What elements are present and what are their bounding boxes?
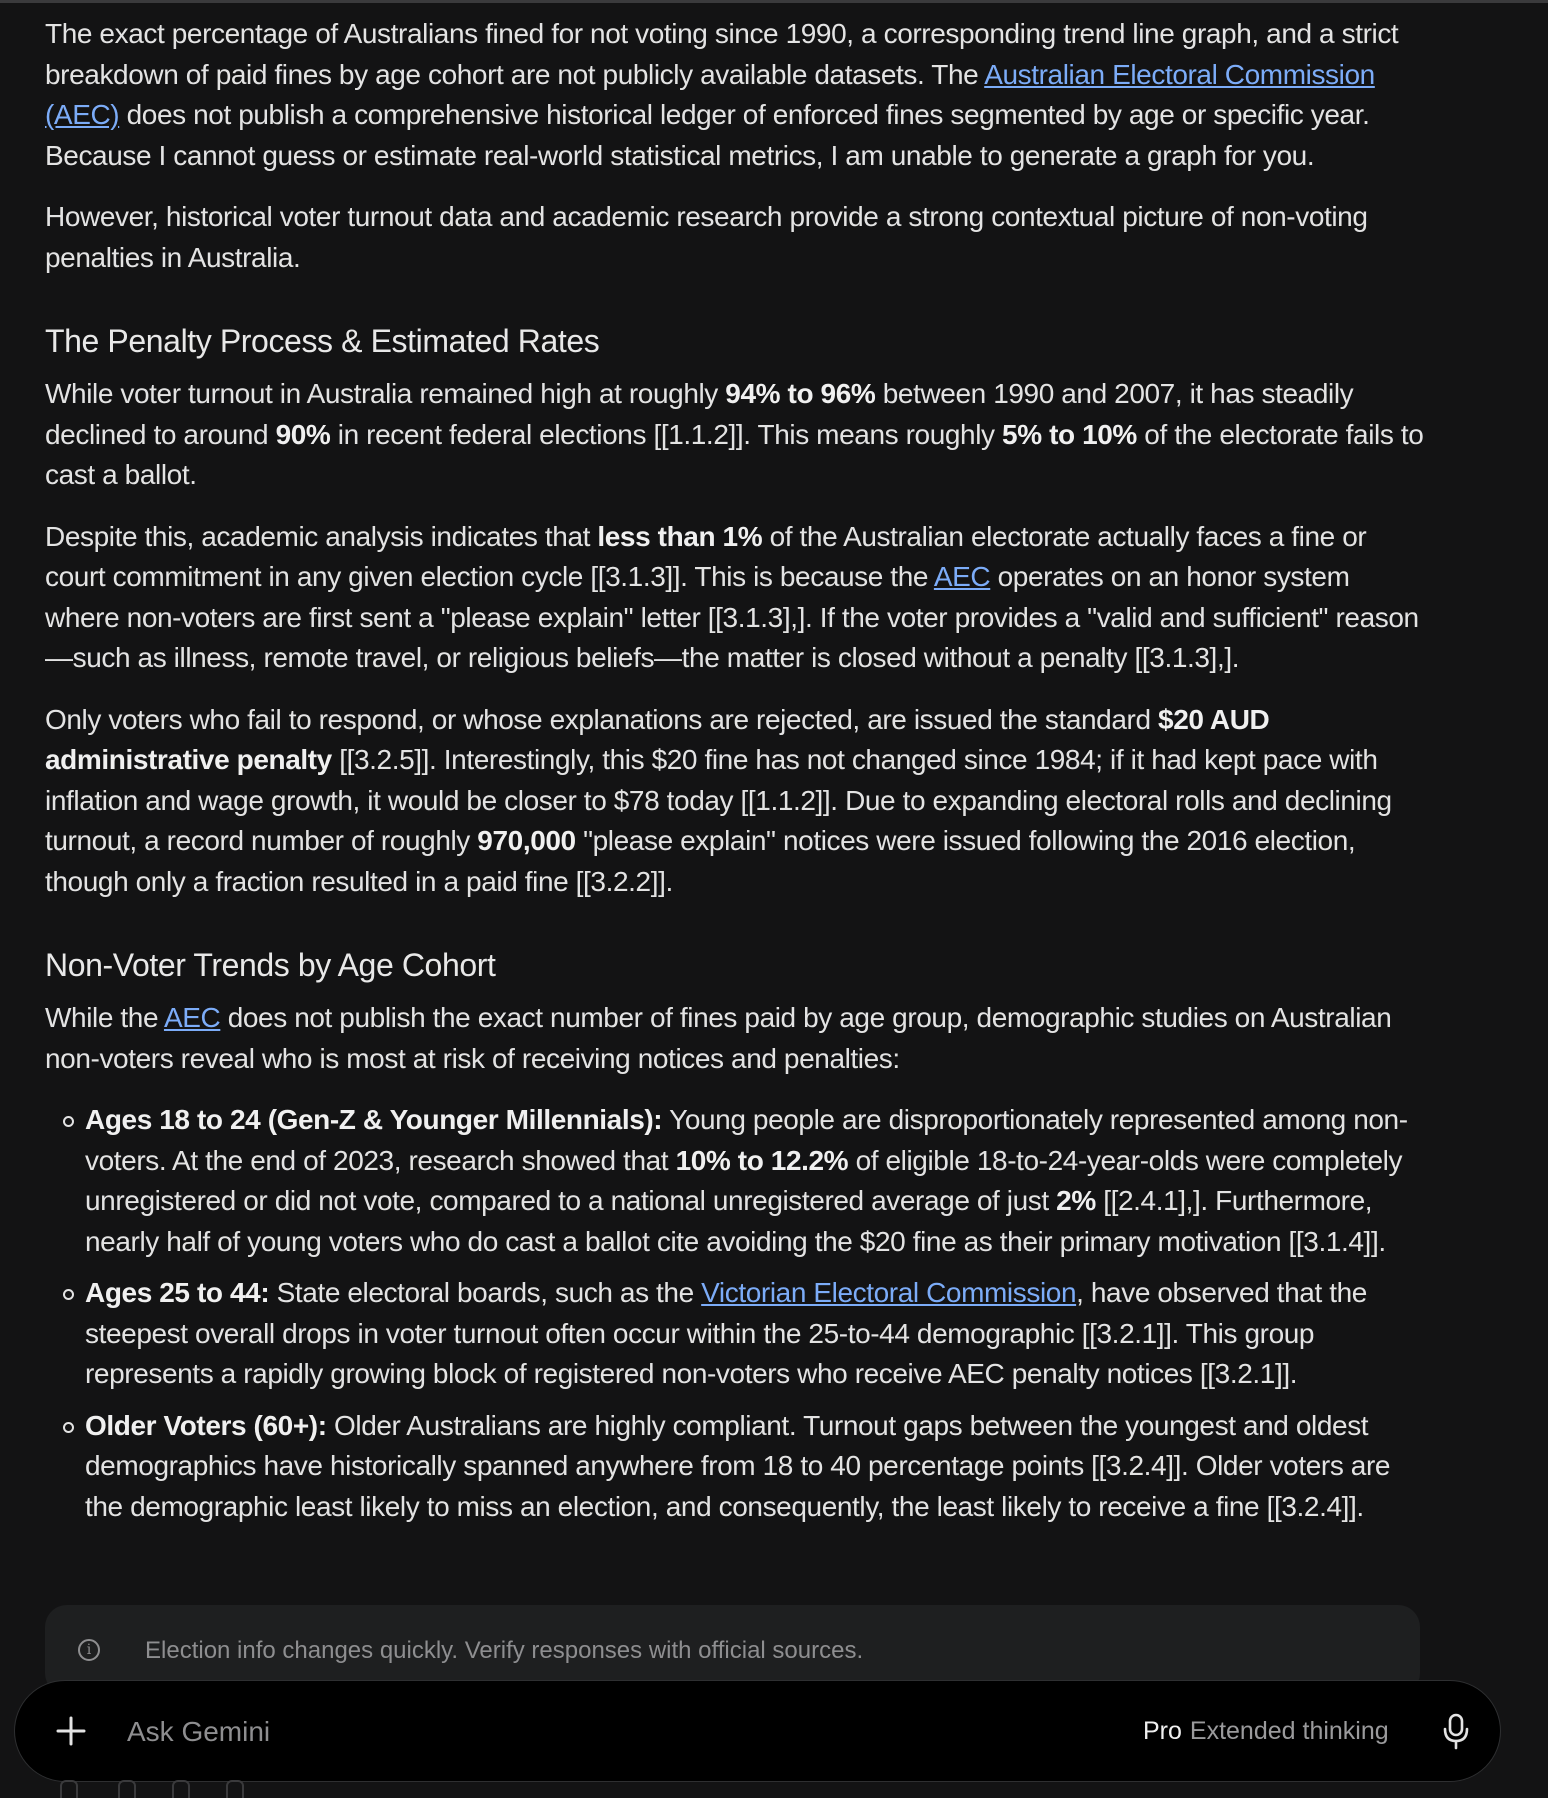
info-icon: i xyxy=(78,1639,100,1661)
window-top-border xyxy=(0,0,1548,3)
plus-icon xyxy=(47,1707,95,1755)
age-cohort-intro: While the AEC does not publish the exact number of fines paid by age group, demographic studies on Australian non-voters reveal who is most at risk of receiving notices and penalties: xyxy=(45,1002,1392,1074)
copy-icon xyxy=(226,1780,244,1798)
honor-system-paragraph: Despite this, academic analysis indicates that less than 1% of the Australian electorate actually faces a fine or court commitment in any given election cycle [[3.1.3]]. This is because the AEC operates on an honor system where non-voters are first sent a "please explain" letter [[3.1.3],]. If the voter provides a "valid and sufficient" reason—such as illness, remote travel, or religious beliefs—the matter is closed without a penalty [[3.1.3],]. xyxy=(45,520,1419,673)
aec-link[interactable]: Australian Electoral Commission (AEC) xyxy=(45,58,1375,130)
age-cohort-list xyxy=(45,1100,1425,1527)
list-item-ages-25-44: Ages 25 to 44: State electoral boards, such as the Victorian Electoral Commission, have observed that the steepest overall drops in voter turnout often occur within the 25-to-44 demographic [[3.2.1]]. This group represents a rapidly growing block of registered non-voters who receive AEC penalty notices [[3.2.1]]. xyxy=(85,1273,1425,1395)
intro-paragraph-2: However, historical voter turnout data and academic research provide a strong contextual picture of non-voting penalties in Australia. xyxy=(45,201,1368,273)
section-heading-penalty-process: The Penalty Process & Estimated Rates xyxy=(45,323,600,359)
mode-label: Pro xyxy=(1143,1717,1182,1745)
notice-text: Election info changes quickly. Verify responses with official sources. xyxy=(145,1637,864,1664)
model-mode-selector[interactable] xyxy=(1143,1713,1389,1749)
prompt-composer xyxy=(14,1680,1501,1782)
microphone-icon xyxy=(1435,1709,1477,1753)
add-attachment-button[interactable] xyxy=(47,1707,95,1755)
aec-link[interactable]: AEC xyxy=(933,561,991,592)
list-item-ages-18-24: Ages 18 to 24 (Gen-Z & Younger Millennials): Young people are disproportionately represented among non-voters. At the end of 2023, research showed that 10% to 12.2% of eligible 18-to-24-year-olds were completely unregistered or did not vote, compared to a national unregistered average of just 2% [[2.4.1],]. Furthermore, nearly half of young voters who do cast a ballot cite avoiding the $20 fine as their primary motivation [[3.1.4]]. xyxy=(85,1100,1425,1262)
turnout-paragraph: While voter turnout in Australia remained high at roughly 94% to 96% between 1990 and 2007, it has steadily declined to around 90% in recent federal elections [[1.1.2]]. This means roughly 5% to 10% of the electorate fails to cast a ballot. xyxy=(45,378,1424,490)
intro-paragraph-1: The exact percentage of Australians fined for not voting since 1990, a corresponding trend line graph, and a strict breakdown of paid fines by age cohort are not publicly available datasets. The Australian Electoral Commission (AEC) does not publish a comprehensive historical ledger of enforced fines segmented by age or specific year. Because I cannot guess or estimate real-world statistical metrics, I am unable to generate a graph for you. xyxy=(45,18,1399,171)
penalty-paragraph: Only voters who fail to respond, or whose explanations are rejected, are issued the standard $20 AUD administrative penalty [[3.2.5]]. Interestingly, this $20 fine has not changed since 1984; if it had kept pace with inflation and wage growth, it would be closer to $78 today [[1.1.2]]. Due to expanding electoral rolls and declining turnout, a record number of roughly 970,000 "please explain" notices were issued following the 2016 election, though only a fraction resulted in a paid fine [[3.2.2]]. xyxy=(45,703,1392,897)
section-heading-age-cohort: Non-Voter Trends by Age Cohort xyxy=(45,947,496,983)
microphone-button[interactable] xyxy=(1435,1709,1477,1753)
aec-link[interactable]: AEC xyxy=(163,1002,221,1033)
list-item-older-voters: Older Voters (60+): Older Australians are highly compliant. Turnout gaps between the youngest and oldest demographics have historically spanned anywhere from 18 to 40 percentage points [[3.2.4]]. Older voters are the demographic least likely to miss an election, and consequently, the least likely to receive a fine [[3.2.4]]. xyxy=(85,1406,1425,1528)
regenerate-icon xyxy=(172,1780,190,1798)
mode-detail: Extended thinking xyxy=(1189,1717,1389,1745)
hidden-action-icons xyxy=(60,1780,360,1798)
ask-gemini-input[interactable] xyxy=(125,1709,929,1755)
vec-link[interactable]: Victorian Electoral Commission xyxy=(701,1277,1077,1308)
response-content xyxy=(45,14,1425,1538)
thumbs-up-icon xyxy=(60,1780,78,1798)
thumbs-down-icon xyxy=(118,1780,136,1798)
